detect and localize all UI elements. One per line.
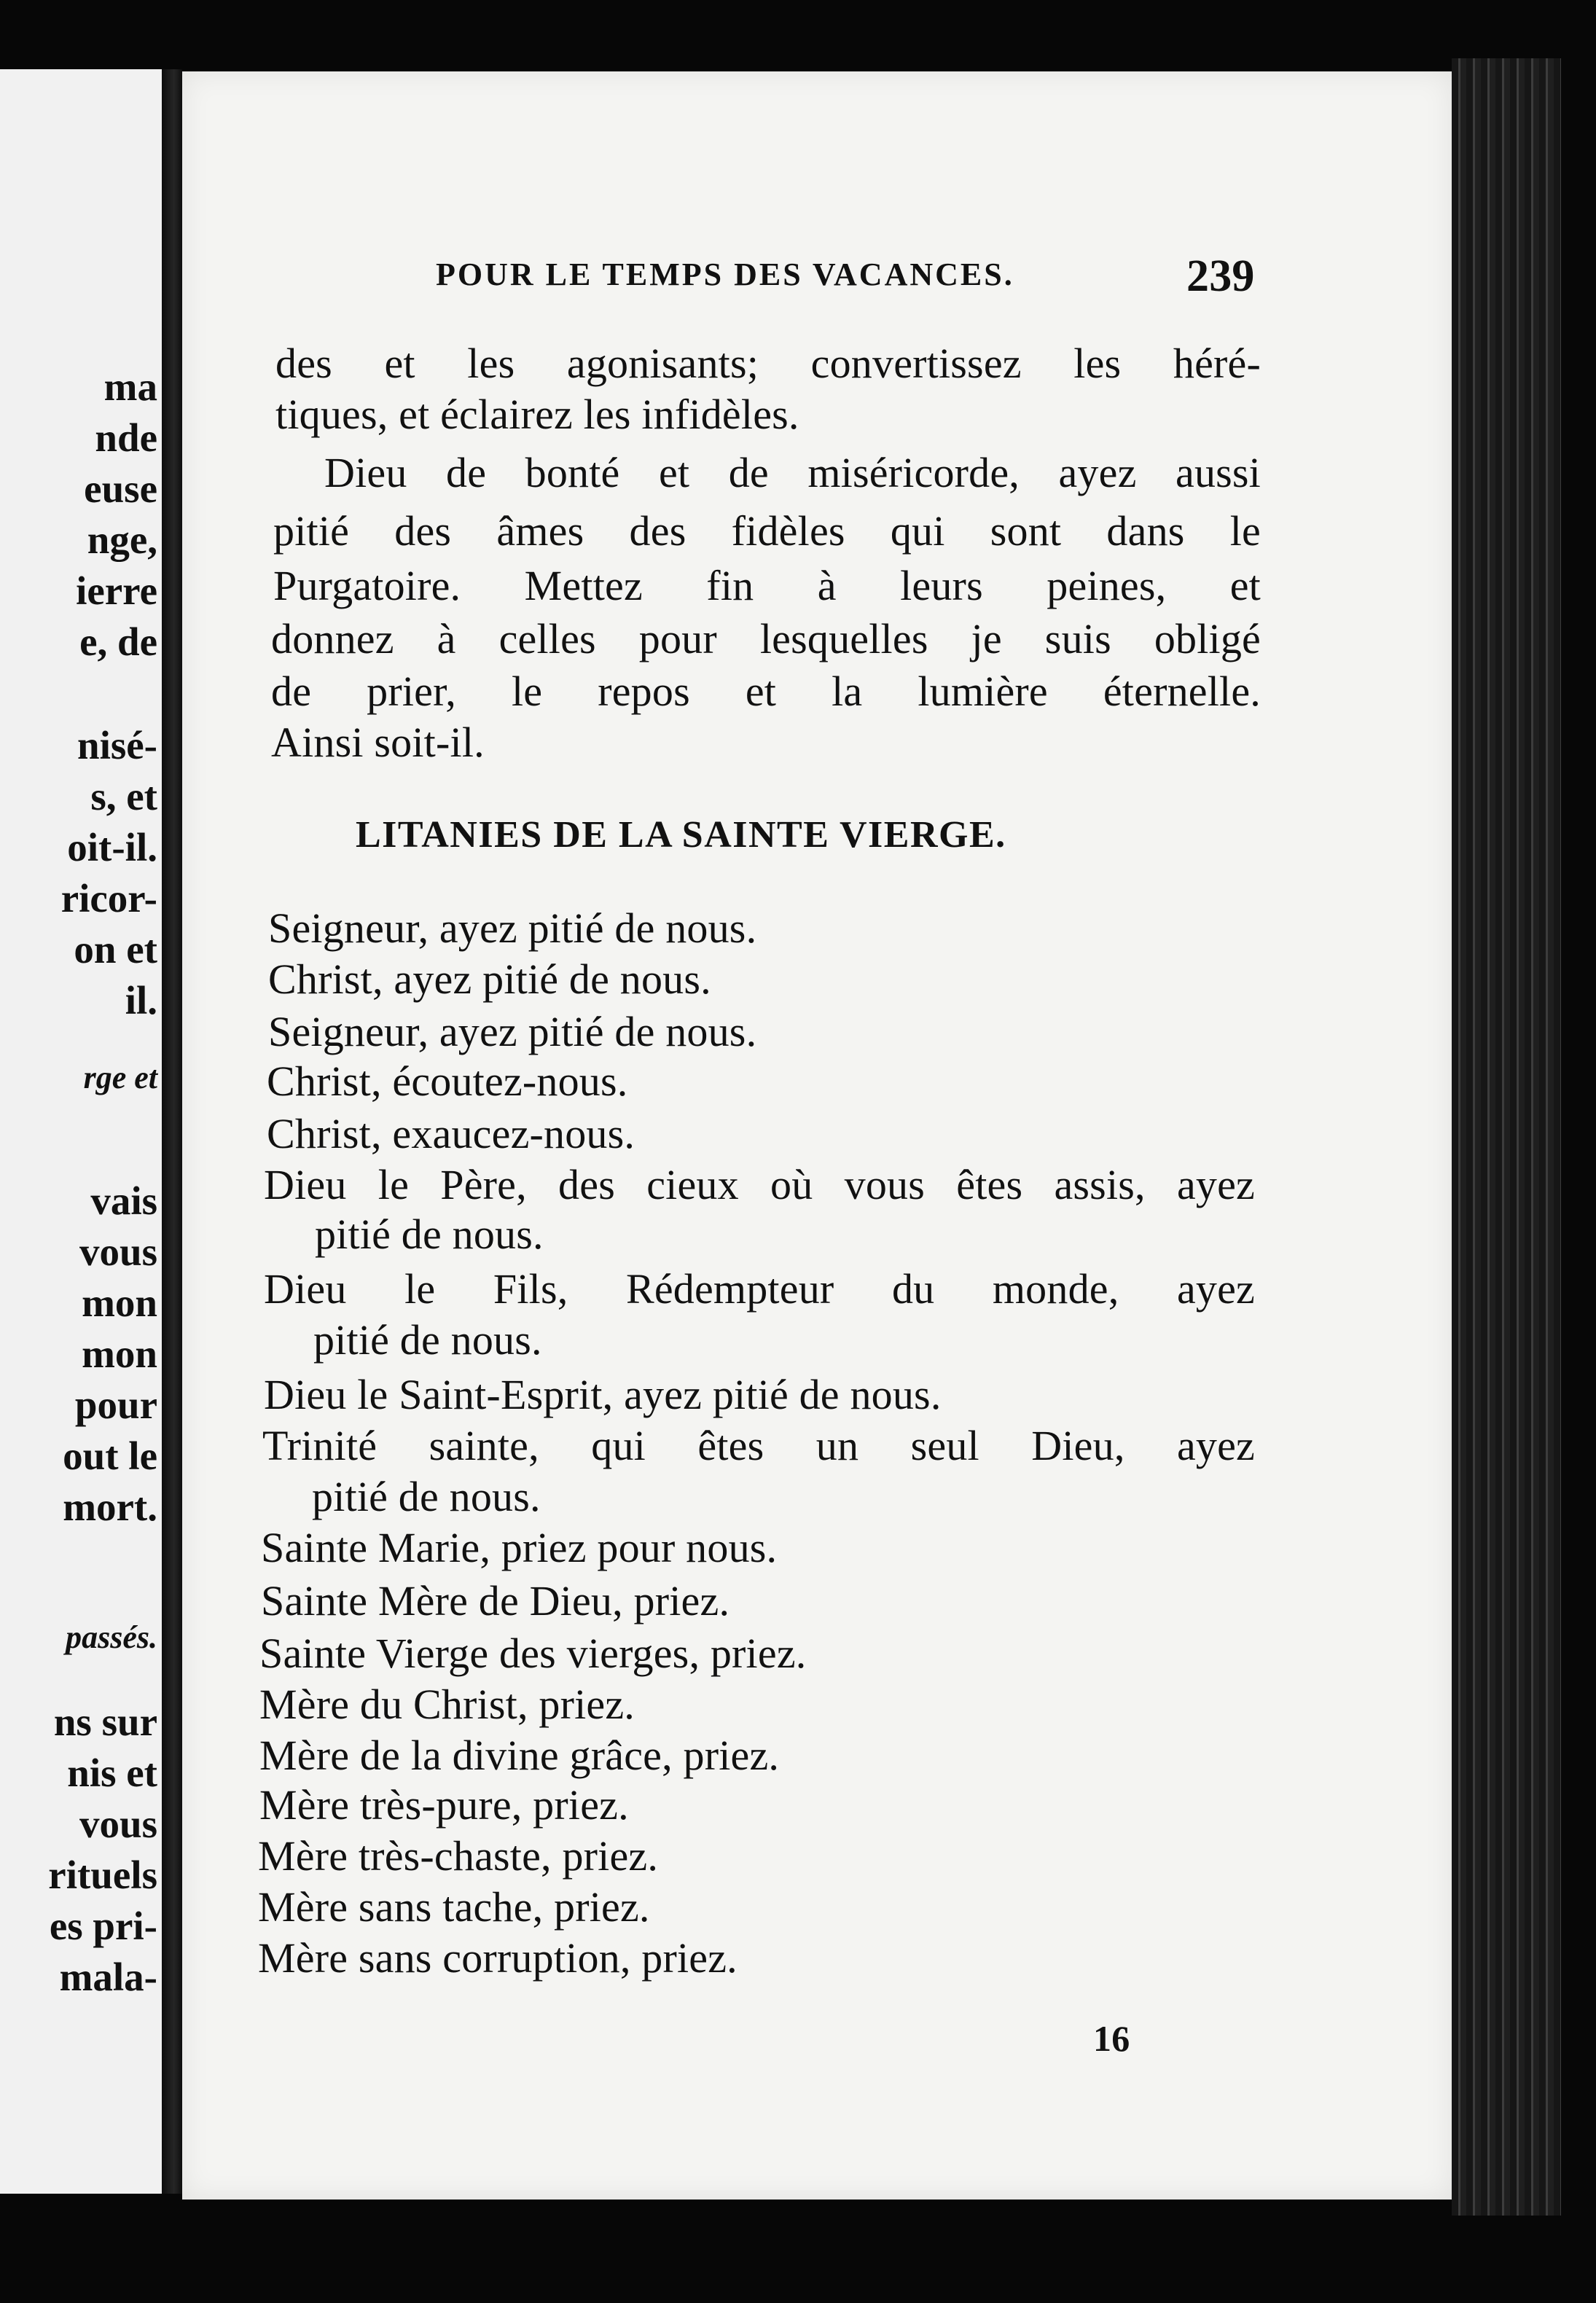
left-page-line: il. (125, 978, 157, 1023)
left-page-line: mala- (59, 1955, 157, 1999)
printer-signature-mark: 16 (1093, 2018, 1130, 2059)
left-page-line: vais (90, 1178, 157, 1223)
page-block-edge (1452, 58, 1561, 2216)
text-line: pitié des âmes des fidèles qui sont dans le (273, 507, 1261, 555)
litany-line: Sainte Marie, priez pour nous. (261, 1524, 778, 1571)
litany-line: Dieu le Fils, Rédempteur du monde, ayez (264, 1265, 1255, 1313)
text-line: Purgatoire. Mettez fin à leurs peines, et (273, 562, 1261, 609)
left-facing-page (0, 69, 166, 2194)
left-page-line: out le (63, 1434, 157, 1478)
litany-line: pitié de nous. (315, 1211, 544, 1258)
running-title: POUR LE TEMPS DES VACANCES. (436, 257, 1014, 292)
litany-line: Sainte Vierge des vierges, priez. (259, 1630, 807, 1677)
litany-line: Mère de la divine grâce, priez. (259, 1732, 780, 1779)
text-line: Dieu de bonté et de miséricorde, ayez aussi (324, 449, 1261, 496)
litany-line: Mère très-chaste, priez. (258, 1832, 659, 1880)
left-page-line: on et (74, 927, 157, 971)
litany-line: Christ, ayez pitié de nous. (268, 955, 711, 1003)
left-page-line: ierre (76, 568, 157, 613)
litany-line: Mère très-pure, priez. (259, 1781, 629, 1829)
left-page-line: euse (84, 466, 157, 511)
left-page-line: rituels (48, 1853, 157, 1897)
left-page-line: es pri- (49, 1904, 157, 1948)
left-page-line: nge, (87, 517, 157, 562)
left-page-line: mon (82, 1332, 157, 1376)
text-line: de prier, le repos et la lumière éternelle. (271, 668, 1261, 715)
left-page-line: rge et (83, 1060, 157, 1095)
text-line: Ainsi soit-il. (271, 719, 485, 766)
left-page-line: vous (79, 1229, 157, 1274)
left-page-line: passés. (66, 1619, 157, 1655)
left-page-line: vous (79, 1802, 157, 1846)
litany-line: Dieu le Père, des cieux où vous êtes assis, ayez (264, 1161, 1255, 1208)
text-line: donnez à celles pour lesquelles je suis obligé (271, 615, 1261, 662)
left-page-line: nisé- (77, 723, 157, 767)
litany-line: pitié de nous. (312, 1473, 541, 1520)
litany-line: Mère sans corruption, priez. (258, 1934, 738, 1982)
litany-line: Mère du Christ, priez. (259, 1681, 635, 1728)
litany-line: Seigneur, ayez pitié de nous. (268, 1008, 757, 1055)
litany-line: Dieu le Saint-Esprit, ayez pitié de nous. (264, 1371, 942, 1418)
left-page-line: nde (95, 415, 157, 460)
left-page-line: ns sur (53, 1700, 157, 1744)
text-line: des et les agonisants; convertissez les héré- (275, 340, 1261, 387)
book-gutter (162, 69, 182, 2194)
litany-line: pitié de nous. (313, 1316, 542, 1364)
left-page-line: ma (103, 364, 157, 409)
left-page-line: mort. (63, 1485, 157, 1529)
litany-line: Sainte Mère de Dieu, priez. (261, 1577, 730, 1624)
left-page-line: e, de (79, 619, 157, 664)
litany-line: Christ, exaucez-nous. (267, 1110, 635, 1157)
left-page-line: s, et (90, 774, 157, 818)
left-page-line: ricor- (60, 876, 157, 920)
page-number: 239 (1186, 251, 1255, 301)
left-page-line: oit-il. (67, 825, 157, 869)
left-page-line: pour (74, 1383, 157, 1427)
litany-line: Seigneur, ayez pitié de nous. (268, 904, 757, 952)
litany-line: Mère sans tache, priez. (258, 1883, 650, 1931)
section-title: LITANIES DE LA SAINTE VIERGE. (356, 814, 1006, 856)
litany-line: Trinité sainte, qui êtes un seul Dieu, ayez (262, 1422, 1255, 1469)
litany-line: Christ, écoutez-nous. (267, 1057, 628, 1105)
text-line: tiques, et éclairez les infidèles. (275, 391, 799, 438)
left-page-line: mon (82, 1280, 157, 1325)
left-page-line: nis et (67, 1751, 157, 1795)
